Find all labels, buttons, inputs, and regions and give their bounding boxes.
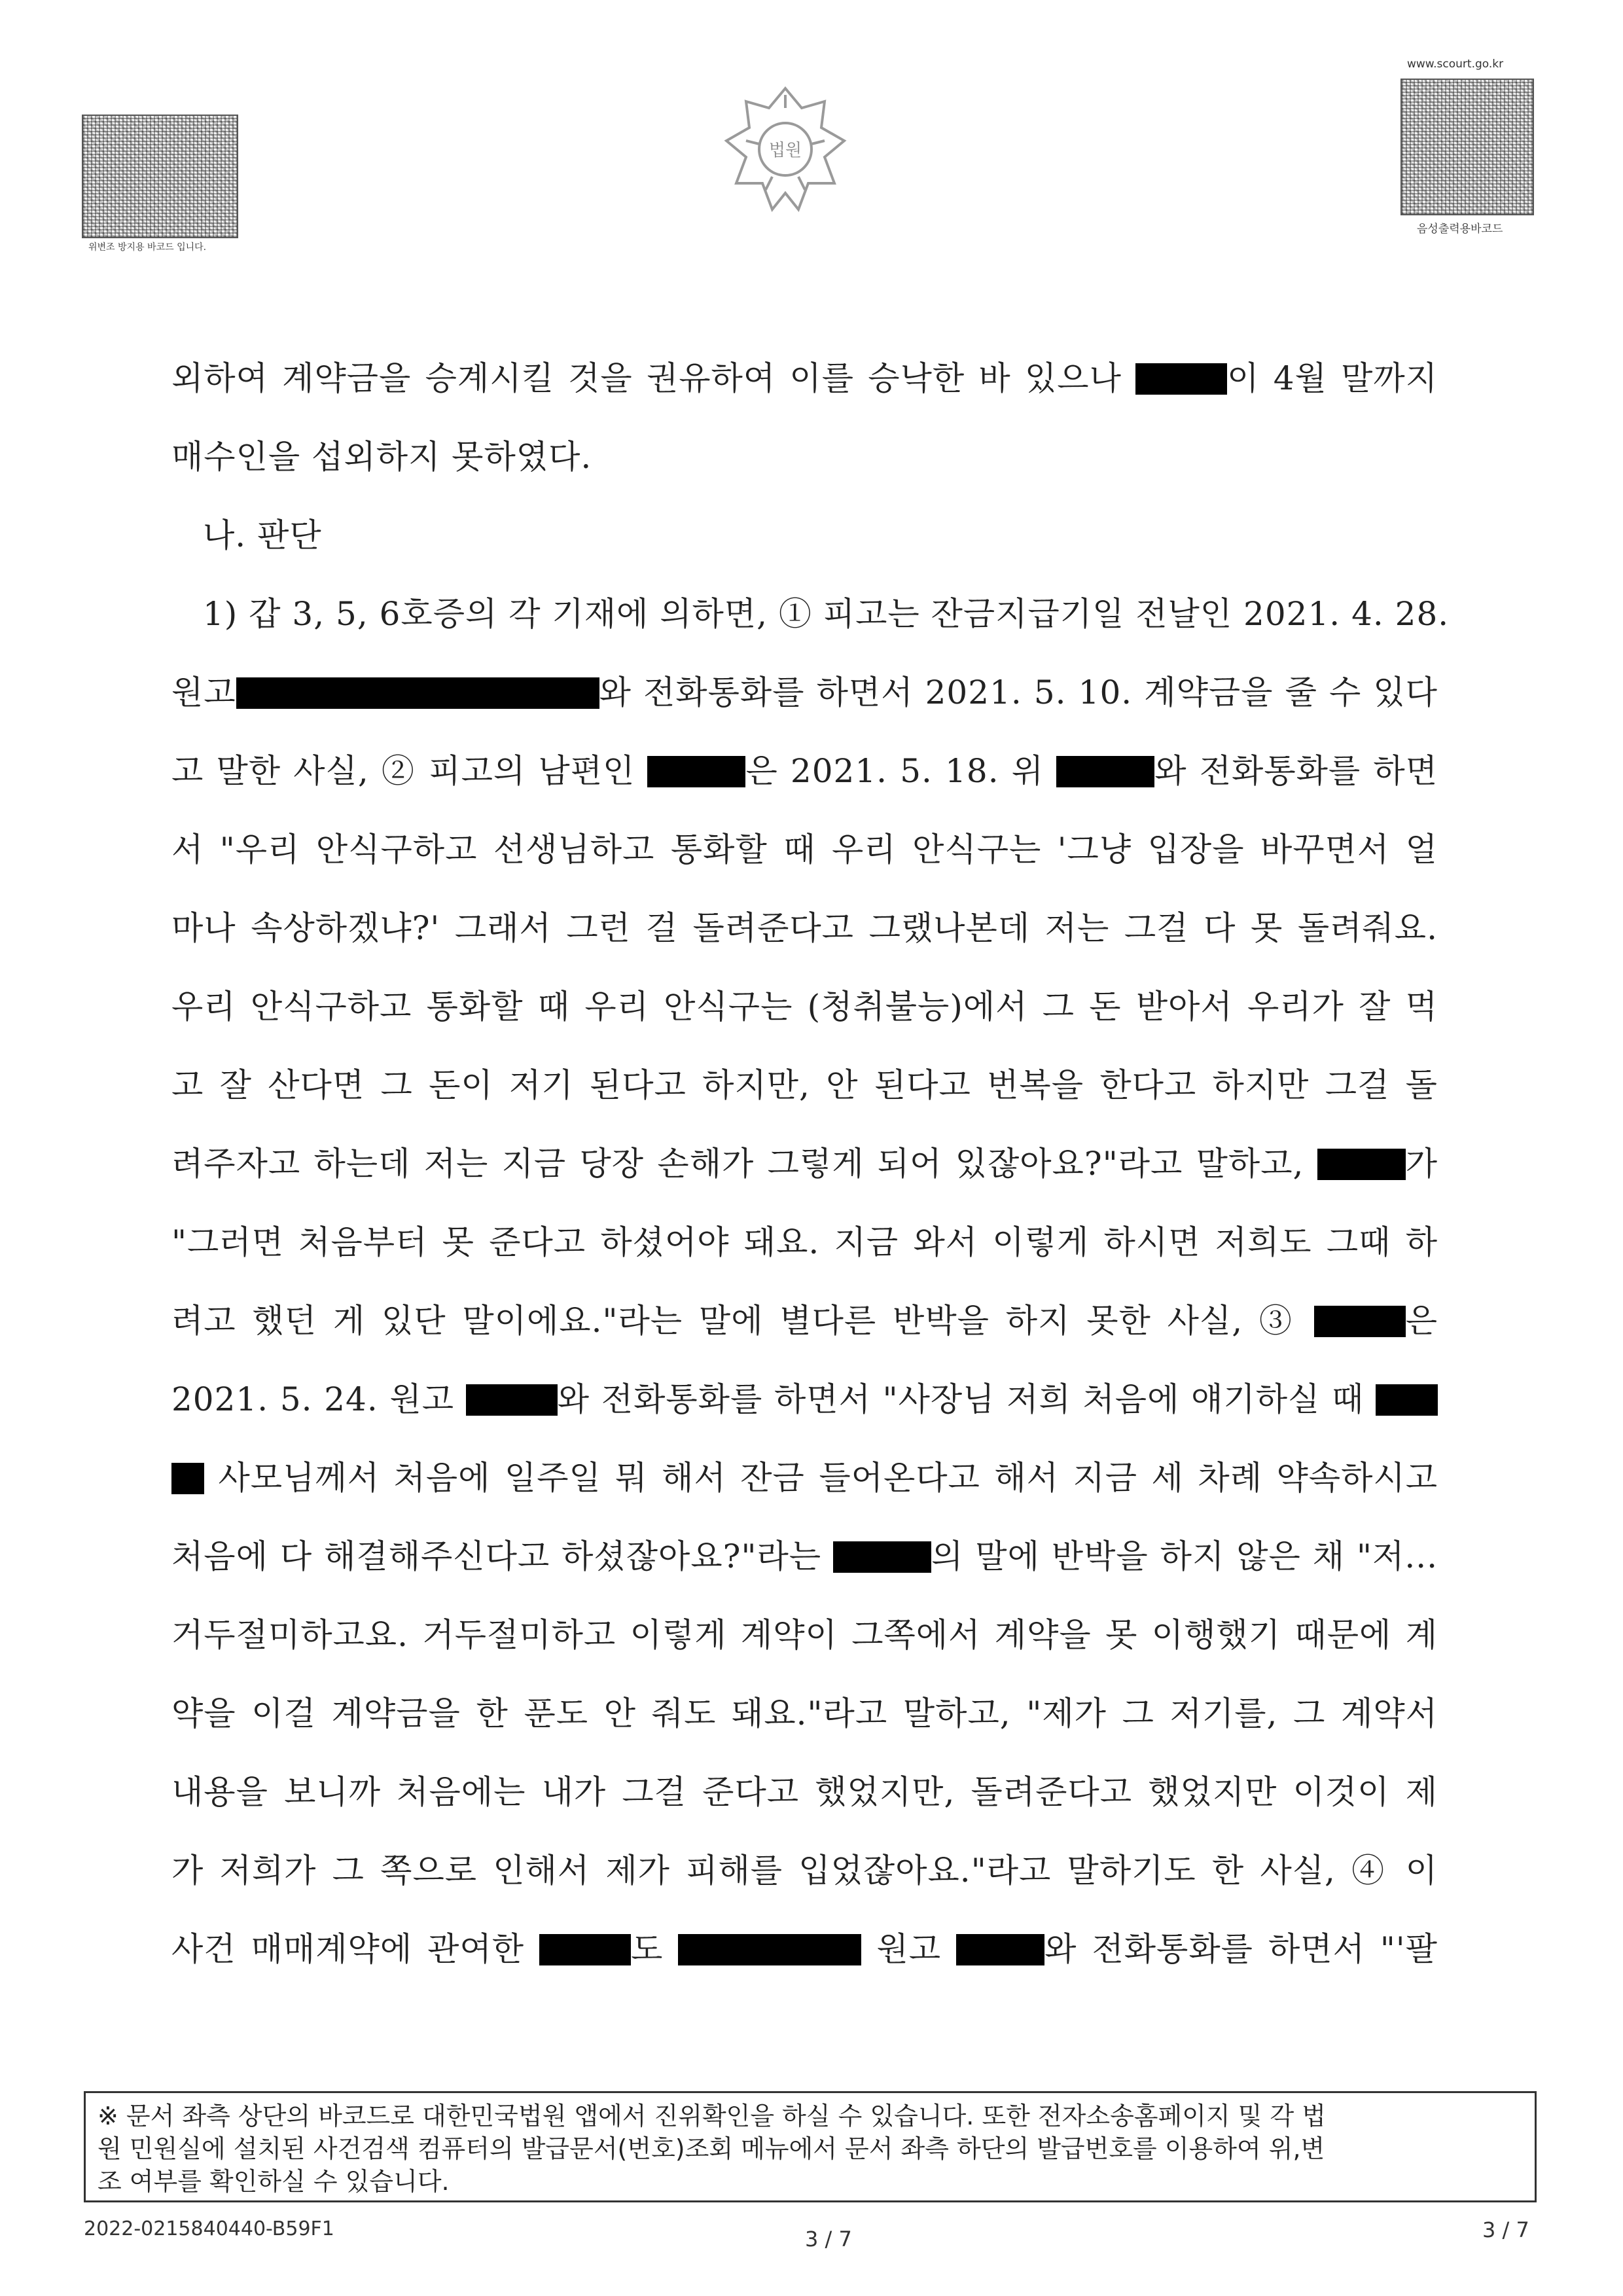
body-line: 외하여 계약금을 승계시킬 것을 권유하여 이를 승낙한 바 있으나 이 4월 말까지 <box>171 359 1438 397</box>
voice-barcode-url: www.scourt.go.kr <box>1407 58 1504 71</box>
body-line: "그러면 처음부터 못 준다고 하셨어야 돼요. 지금 와서 이렇게 하시면 저희도 그때 하 <box>171 1223 1438 1261</box>
body-line: 매수인을 섭외하지 못하였다. <box>171 438 592 476</box>
body-line: 내용을 보니까 처음에는 내가 그걸 준다고 했었지만, 돌려준다고 했었지만 이것이 제 <box>171 1773 1438 1811</box>
notice-line: 조 여부를 확인하실 수 있습니다. <box>98 2167 450 2196</box>
body-line: 원고 와 전화통화를 하면서 2021. 5. 10. 계약금을 줄 수 있다 <box>171 673 1438 711</box>
verification-notice-box <box>84 2091 1537 2202</box>
redaction-box <box>956 1934 1044 1965</box>
body-line: 거두절미하고요. 거두절미하고 이렇게 계약이 그쪽에서 계약을 못 이행했기 때문에 계 <box>171 1616 1438 1654</box>
section-heading: 나. 판단 <box>203 516 322 554</box>
issue-number: 2022-0215840440-B59F1 <box>84 2217 334 2240</box>
redaction-box <box>1376 1384 1438 1416</box>
redaction-box <box>1314 1306 1406 1337</box>
body-line: 려주자고 하는데 저는 지금 당장 손해가 그렇게 되어 있잖아요?"라고 말하고, 가 <box>171 1145 1438 1183</box>
redaction-box <box>647 756 745 787</box>
redaction-box <box>833 1541 931 1573</box>
redaction-box <box>236 677 599 709</box>
body-line: 처음에 다 해결해주신다고 하셨잖아요?"라는 의 말에 반박을 하지 않은 채 "저... <box>171 1537 1438 1575</box>
voice-output-barcode <box>1400 79 1534 215</box>
redaction-box <box>539 1934 631 1965</box>
anti-forgery-barcode <box>82 115 238 238</box>
body-line: 약을 이걸 계약금을 한 푼도 안 줘도 돼요."라고 말하고, "제가 그 저기를, 그 계약서 <box>171 1695 1438 1732</box>
notice-line: ※ 문서 좌측 상단의 바코드로 대한민국법원 앱에서 진위확인을 하실 수 있습니다. 또한 전자소송홈페이지 및 각 법 <box>98 2102 1326 2130</box>
body-line: 사모님께서 처음에 일주일 뭐 해서 잔금 들어온다고 해서 지금 세 차례 약속하시고 <box>171 1458 1438 1498</box>
notice-line: 원 민원실에 설치된 사건검색 컴퓨터의 발급문서(번호)조회 메뉴에서 문서 좌측 하단의 발급번호를 이용하여 위,변 <box>98 2134 1325 2163</box>
anti-forgery-caption: 위변조 방지용 바코드 입니다. <box>88 242 207 253</box>
redaction-box <box>1317 1149 1406 1180</box>
court-emblem-icon <box>720 79 851 223</box>
page-number-center: 3 / 7 <box>805 2227 852 2251</box>
body-line: 고 잘 산다면 그 돈이 저기 된다고 하지만, 안 된다고 번복을 한다고 하지만 그걸 돌 <box>171 1066 1438 1104</box>
body-line: 고 말한 사실, ② 피고의 남편인 은 2021. 5. 18. 위 와 전화통화를 하면 <box>171 752 1438 790</box>
redaction-box <box>1056 756 1154 787</box>
body-line: 2021. 5. 24. 원고 와 전화통화를 하면서 "사장님 저희 처음에 얘기하실 때 <box>171 1380 1438 1419</box>
redaction-box <box>466 1384 558 1416</box>
body-line: 사건 매매계약에 관여한 도 원고 와 전화통화를 하면서 "'팔 <box>171 1930 1438 1968</box>
page-number-right: 3 / 7 <box>1482 2217 1529 2242</box>
body-line: 마나 속상하겠냐?' 그래서 그런 걸 돌려준다고 그랬나본데 저는 그걸 다 못 돌려줘요. <box>171 909 1438 947</box>
body-line: 서 "우리 안식구하고 선생님하고 통화할 때 우리 안식구는 '그냥 입장을 바꾸면서 얼 <box>171 831 1438 869</box>
redaction-box <box>171 1463 204 1494</box>
voice-barcode-caption: 음성출력용바코드 <box>1417 223 1503 236</box>
body-line: 려고 했던 게 있단 말이에요."라는 말에 별다른 반박을 하지 못한 사실, ③ 은 <box>171 1302 1438 1340</box>
redaction-box <box>678 1934 861 1965</box>
emblem-text: 법원 <box>768 141 802 160</box>
body-line: 가 저희가 그 쪽으로 인해서 제가 피해를 입었잖아요."라고 말하기도 한 사실, ④ 이 <box>171 1852 1438 1890</box>
body-line: 우리 안식구하고 통화할 때 우리 안식구는 (청취불능)에서 그 돈 받아서 우리가 잘 먹 <box>171 988 1438 1026</box>
body-line: 1) 갑 3, 5, 6호증의 각 기재에 의하면, ① 피고는 잔금지급기일 전날인 2021. 4. 28. <box>203 595 1450 633</box>
redaction-box <box>1135 363 1227 395</box>
